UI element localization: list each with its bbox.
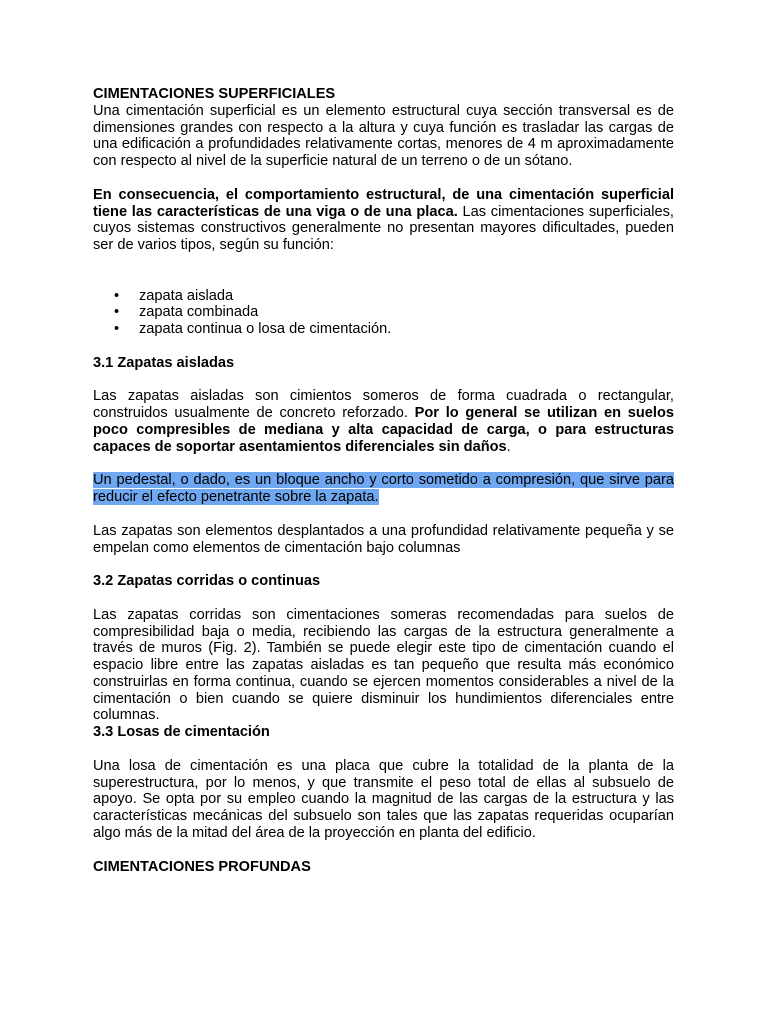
paragraph-consecuencia — [93, 187, 674, 254]
list-item: • zapata continua o losa de cimentación. — [93, 321, 674, 338]
paragraph-text: Las zapatas aisladas son cimientos someros de forma cuadrada o rectangular, construidos usualmente de concreto reforzado. — [93, 388, 674, 422]
paragraph-zapatas-columnas: Las zapatas son elementos desplantados a una profundidad relativamente pequeña y se empelan como elementos de cimentación bajo columnas — [93, 522, 674, 556]
section-heading-3-1: 3.1 Zapatas aisladas — [93, 354, 235, 371]
paragraph-zapatas-aisladas — [93, 388, 674, 455]
list-item: • zapata aislada — [93, 288, 674, 305]
paragraph-losas: Una losa de cimentación es una placa que cubre la totalidad de la planta de la superestructura, por lo menos, y que transmite el peso total de ellas al subsuelo de apoyo. Se opta por su empleo cuando la magnitud de las cargas de la estructura y las características mecánicas del subsuelo son tales que las zapatas requeridas ocuparían algo más de la mitad del área de la proyección en planta del edificio. — [93, 757, 674, 842]
paragraph-text: Las cimentaciones superficiales, cuyos sistemas constructivos generalmente no presentan mayores dificultades, pueden ser de varios tipos, según su función: — [93, 203, 674, 254]
section-heading-3-2: 3.2 Zapatas corridas o continuas — [93, 573, 321, 590]
text-selection-highlight[interactable]: Un pedestal, o dado, es un bloque ancho y corto sometido a compresión, que sirve para reducir el efecto penetrante sobre la zapata. — [93, 472, 674, 506]
section-title-profundas: CIMENTACIONES PROFUNDAS — [93, 858, 311, 875]
paragraph-zapatas-corridas: Las zapatas corridas son cimentaciones someras recomendadas para suelos de compresibilidad baja o media, recibiendo las cargas de la estructura generalmente a través de muros (Fig. 2). También se puede elegir este tipo de cimentación cuando el espacio libre entre las zapatas aisladas es tan pequeño que resulta más económico construirlas en forma continua, cuando se ejercen momentos considerables a nivel de la cimentación o bien cuando se quiere disminuir los hundimientos diferenciales entre columnas. — [93, 606, 674, 724]
section-heading-3-3: 3.3 Losas de cimentación — [93, 724, 270, 741]
list-item: • zapata combinada — [93, 304, 674, 321]
paragraph-definition: Una cimentación superficial es un elemento estructural cuya sección transversal es de dimensiones grandes con respecto a la altura y cuya función es trasladar las cargas de una edificación a profundidades relativamente cortas, menores de 4 m aproximadamente con respecto al nivel de la superficie natural de un terreno o de un sótano. — [93, 102, 674, 170]
highlighted-paragraph[interactable] — [93, 472, 674, 506]
bold-text: Por lo general se utilizan en suelos poco compresibles de mediana y alta capacidad de carga, o para estructuras capaces de soportar asentamientos diferenciales sin daños — [93, 405, 674, 455]
section-title-superficiales: CIMENTACIONES SUPERFICIALES — [93, 86, 336, 102]
foundation-types-list — [93, 288, 674, 338]
bold-text: En consecuencia, el comportamiento estructural, de una cimentación superficial tiene las características de una viga o de una placa. — [93, 186, 674, 220]
paragraph-text: . — [506, 438, 511, 455]
